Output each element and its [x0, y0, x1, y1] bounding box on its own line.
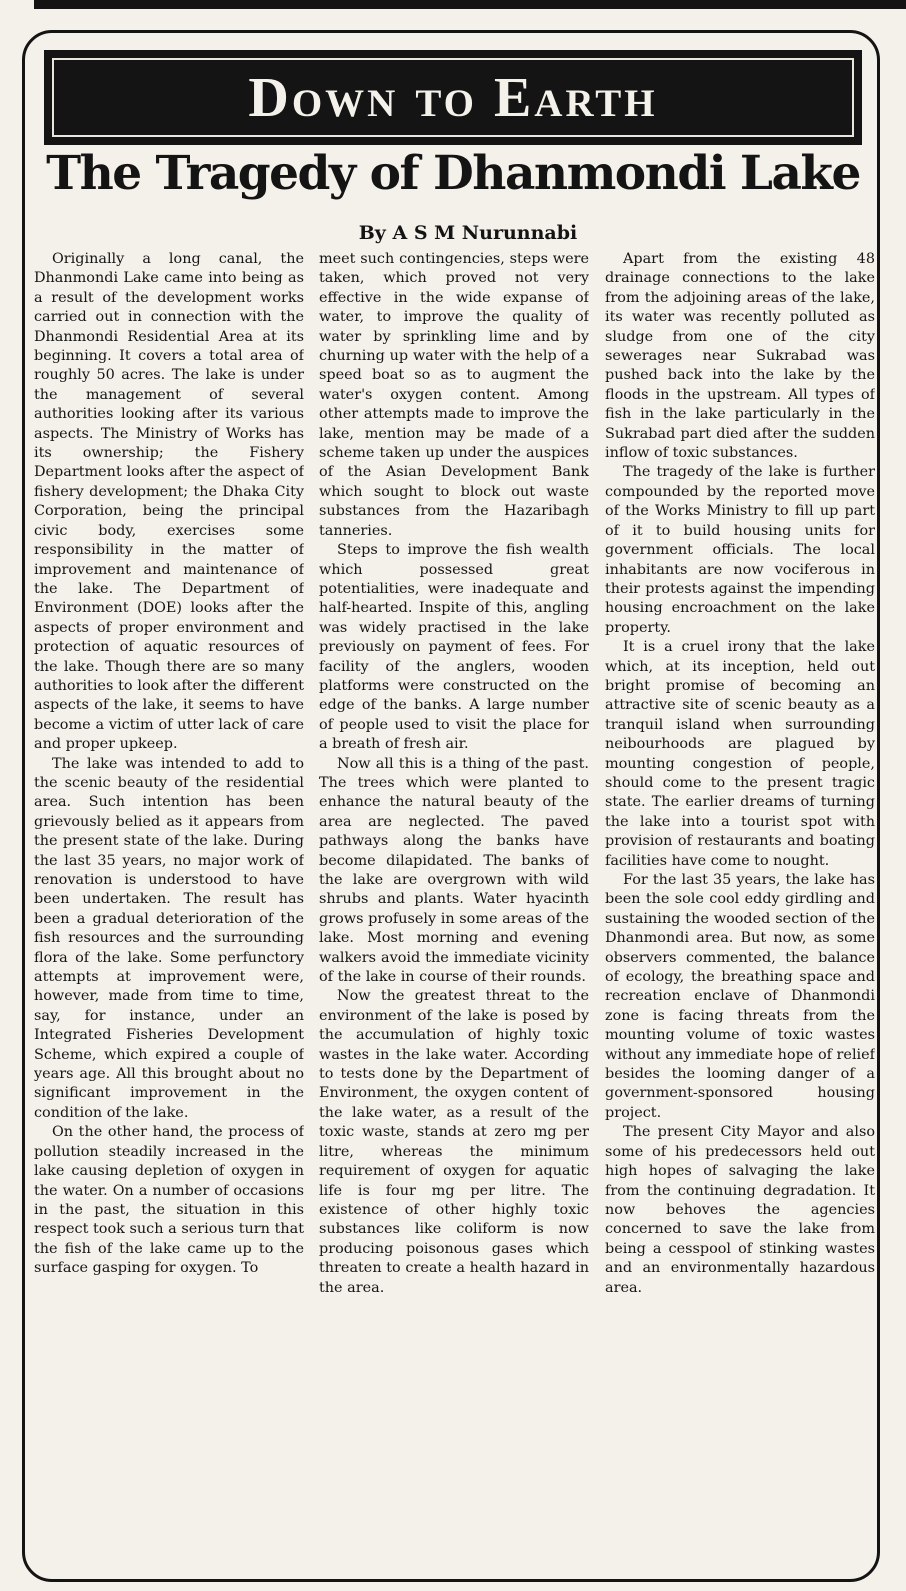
paragraph: Originally a long canal, the Dhanmondi Lake came into being as a result of the development works carried out in connection with the Dhanmondi Residential Area at its beginning. It covers a total area of roughly 50 acres. The lake is under the management of several authorities looking after its various aspects. The Ministry of Works has its ownership; the Fishery Department looks after the aspect of fishery development; the Dhaka City Corporation, being the principal civic body, exercises some responsibility in the matter of improvement and maintenance of the lake. The Department of Environment (DOE) looks after the aspects of proper environment and protection of aquatic resources of the lake. Though there are so many authorities to look after the different aspects of the lake, it seems to have become a victim of utter lack of care and proper upkeep. — [34, 251, 304, 753]
paragraph: Apart from the existing 48 drainage connections to the lake from the adjoining areas of the lake, its water was recently polluted as sludge from one of the city sewerages near Sukrabad was pushed back into the lake by the floods in the upstream. All types of fish in the lake particularly in the Sukrabad part died after the sudden inflow of toxic substances. — [605, 251, 875, 462]
column-banner — [44, 50, 862, 145]
paragraph: It is a cruel irony that the lake which, at its inception, held out bright promise of becoming an attractive site of scenic beauty as a tranquil island when surrounding neibourhoods are plagued by mounting congestion of people, should come to the present tragic state. The earlier dreams of turning the lake into a tourist spot with provision of restaurants and boating facilities have come to nought. — [605, 639, 875, 869]
headline: The Tragedy of Dhanmondi Lake — [46, 146, 860, 201]
paragraph: The lake was intended to add to the scenic beauty of the residential area. Such intention has been grievously belied as it appears from the present state of the lake. During the last 35 years, no major work of renovation is understood to have been undertaken. The result has been a gradual deterioration of the fish resources and the surrounding flora of the lake. Some perfunctory attempts at improvement were, however, made from time to time, say, for instance, under an Integrated Fisheries Development Scheme, which expired a couple of years age. All this brought about no significant improvement in the condition of the lake. — [34, 755, 304, 1121]
banner-inner-border — [52, 58, 854, 137]
paragraph: meet such contingencies, steps were taken, which proved not very effective in the wide expanse of water, to improve the quality of water by sprinkling lime and by churning up water with the help of a speed boat so as to augment the water's oxygen content. Among other attempts made to improve the lake, mention may be made of a scheme taken up under the auspices of the Asian Development Bank which sought to block out waste substances from the Hazaribagh tanneries. — [319, 251, 589, 539]
paragraph: The tragedy of the lake is further compounded by the reported move of the Works Ministry to fill up part of it to build housing units for government officials. The local inhabitants are now vociferous in their protests against the impending housing encroachment on the lake property. — [605, 464, 875, 636]
paragraph: Steps to improve the fish wealth which possessed great potentialities, were inadequate and half-hearted. Inspite of this, angling was widely practised in the lake previously on payment of fees. For facility of the anglers, wooden platforms were constructed on the edge of the banks. A large number of people used to visit the place for a breath of fresh air. — [319, 542, 589, 753]
banner-title: Down to Earth — [248, 66, 658, 129]
paragraph: The present City Mayor and also some of his predecessors held out high hopes of salvaging the lake from the continuing degradation. It now behoves the agencies concerned to save the lake from being a cesspool of stinking wastes and an environmentally hazardous area. — [605, 1124, 875, 1296]
article-column-1 — [34, 250, 304, 1560]
paragraph: Now the greatest threat to the environment of the lake is posed by the accumulation of highly toxic wastes in the lake water. According to tests done by the Department of Environment, the oxygen content of the lake water, as a result of the toxic waste, stands at zero mg per litre, whereas the minimum requirement of oxygen for aquatic life is four mg per litre. The existence of other highly toxic substances like coliform is now producing poisonous gases which threaten to create a health hazard in the area. — [319, 988, 589, 1296]
byline: By A S M Nurunnabi — [358, 222, 578, 244]
top-rule — [34, 0, 906, 9]
article-column-2 — [319, 250, 589, 1560]
article-column-3 — [605, 250, 875, 1560]
paragraph: On the other hand, the process of pollution steadily increased in the lake causing depletion of oxygen in the water. On a number of occasions in the past, the situation in this respect took such a serious turn that the fish of the lake came up to the surface gasping for oxygen. To — [34, 1124, 304, 1277]
paragraph: Now all this is a thing of the past. The trees which were planted to enhance the natural beauty of the area are neglected. The paved pathways along the banks have become dilapidated. The banks of the lake are overgrown with wild shrubs and plants. Water hyacinth grows profusely in some areas of the lake. Most morning and evening walkers avoid the immediate vicinity of the lake in course of their rounds. — [319, 755, 589, 986]
paragraph: For the last 35 years, the lake has been the sole cool eddy girdling and sustaining the wooded section of the Dhanmondi area. But now, as some observers commented, the balance of ecology, the breathing space and recreation enclave of Dhanmondi zone is facing threats from the mounting volume of toxic wastes without any immediate hope of relief besides the looming danger of a government-sponsored housing project. — [605, 872, 875, 1121]
